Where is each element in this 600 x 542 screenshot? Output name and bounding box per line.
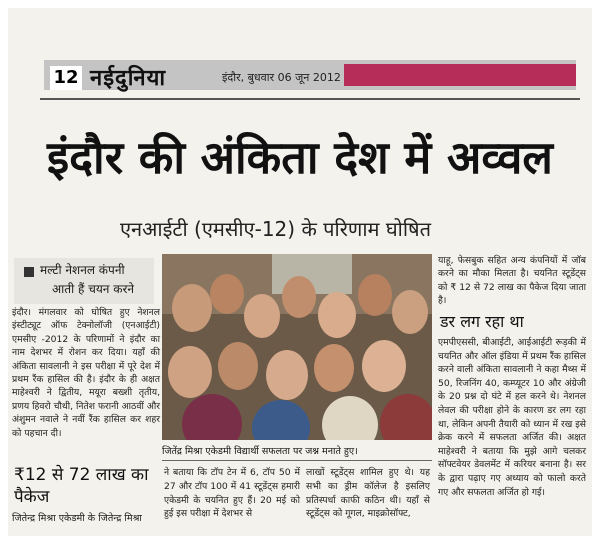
photo-person (380, 394, 432, 440)
newspaper-logo: नईदुनिया (90, 66, 167, 91)
photo-caption: जितेंद्र मिश्रा एकेडमी विद्यार्थी सफलता पर जश्न मनाते हुए। (162, 444, 432, 461)
photo-person (362, 340, 406, 392)
right-article-text-2: एमपीएससी, बीआईटी, आईआईटी रूड़की में चयनित और ऑल इंडिया में प्रथम रैंक हासिल करने वाली अंकिता सावलानी ने कहा मैथ्स में 50, रिजनिंग 40, कम्प्यूटर 10 और अंग्रेजी के 20 प्रश्न दो घंटे में हल करने थे। नेशनल लेवल की परीक्षा होने के कारण डर लग रहा था, लेकिन अपनी तैयारी को ध्यान में रख इसे क्रेक करने में सफलता अर्जित की। अक्षत माहेश्वरी ने बताया कि मुझे आगे चलकर सॉफ्टवेयर डेवलमेंट में करियर बनाना है। सर के द्वारा पढ़ाए गए अध्याय को फालो करते गए और सफलता अर्जित हो गई। (438, 337, 586, 498)
left-subheading: ₹12 से 72 लाख का पैकेज (14, 465, 149, 507)
side-box (14, 258, 154, 304)
photo-person (210, 274, 244, 314)
right-article-text: याहू, फेसबुक सहित अन्य कंपनियों में जॉब करने का मौका मिलता है। चयनित स्टूडेंट्स को ₹ 12 से 72 लाख का पैकेज दिया जाता है। (438, 255, 586, 307)
middle-article-text-2: लाखों स्टूडेंट्स शामिल हुए थे। यह सभी का ड्रीम कॉलेज है इसलिए प्रतिस्पर्धा काफी कठिन थी। यहाँ से स्टूडेंट्स को गूगल, माइक्रोसॉफ्ट, (306, 467, 430, 520)
photo-person (266, 350, 308, 400)
photo-person (358, 274, 392, 316)
photo-person (318, 292, 356, 338)
photo-person (218, 342, 258, 390)
photo-person (392, 290, 428, 334)
photo-person (282, 276, 316, 318)
photo-person (244, 294, 280, 338)
left-article-text: इंदौर। मंगलवार को घोषित हुए नेशनल इंस्टीट्यूट ऑफ टेक्नोलॉजी (एनआईटी) एमसीए -2012 के परिणामों ने इंदौर का नाम देशभर में रोशन कर दिया। यहाँ की अंकिता सावलानी ने इस परीक्षा में पूरे देश में प्रथम रैंक हासिल की है। इंदौर के ही अक्षत माहेश्वरी ने द्वितीय, मयूरा बख्शी तृतीय, प्रणय हिवरो चौथी, नितेश फरानी आठवीं और अंशुमन नवाले ने नवीं रैंक हासिल कर शहर को पहचान दी। (12, 307, 160, 439)
side-box-line2: आती हैं चयन करने (52, 282, 135, 296)
photo-person (314, 344, 354, 392)
photo-person (322, 396, 378, 440)
dateline: इंदौर, बुधवार 06 जून 2012 (222, 71, 341, 84)
masthead-red-band (344, 64, 576, 86)
left-footer-text: जितेन्द्र मिश्रा एकेडमी के जितेन्द्र मिश्रा (12, 513, 142, 524)
group-photo (162, 254, 432, 440)
side-box-line1: मल्टी नेशनल कंपनी (40, 263, 125, 277)
headline: इंदौर की अंकिता देश में अव्वल (47, 131, 553, 184)
subheadline: एनआईटी (एमसीए-12) के परिणाम घोषित (120, 217, 431, 241)
masthead-rule (40, 98, 580, 100)
photo-person (182, 394, 242, 440)
photo-person (168, 346, 212, 398)
photo-person (252, 400, 310, 440)
square-bullet-icon (24, 267, 34, 277)
page-number: 12 (50, 66, 82, 90)
right-subheading: डर लग रहा था (440, 312, 524, 331)
photo-person (172, 284, 212, 332)
middle-article-text: ने बताया कि टॉप टेन में 6, टॉप 50 में 27 और टॉप 100 में 41 स्टूडेंट्स हमारी एकेडमी के चयनित हुए हैं। 20 मई को हुई इस परीक्षा में देशभर से (164, 467, 300, 520)
